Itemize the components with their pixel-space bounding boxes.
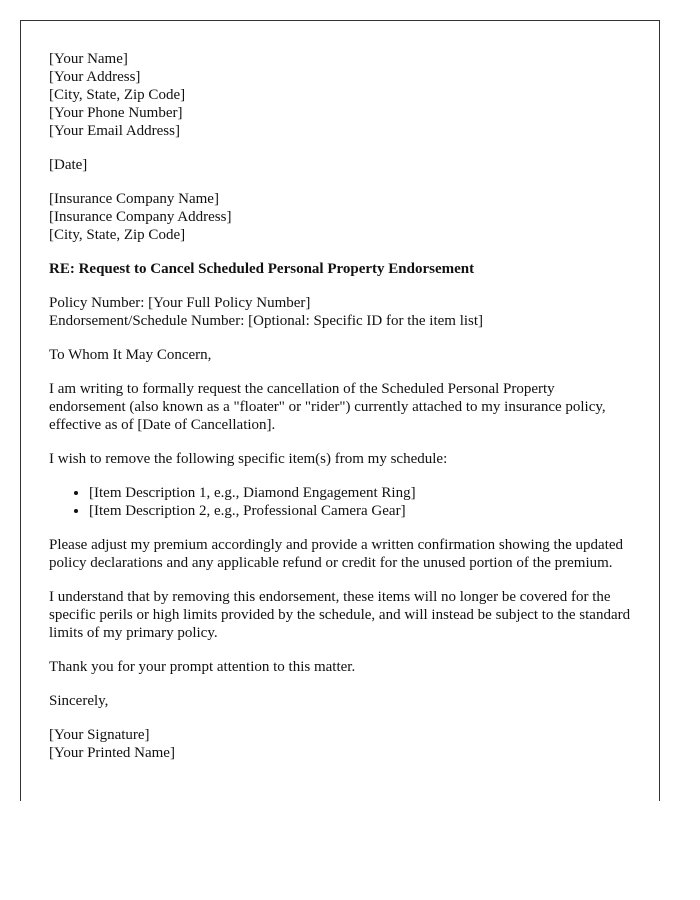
recipient-name: [Insurance Company Name] [49, 191, 219, 207]
body-paragraph: I am writing to formally request the cancellation of the Scheduled Personal Property endorsement (also known as a "floater" or "rider") currently attached to my insurance policy, effective as of [Date of Cancellation]. [49, 381, 606, 433]
list-item: • [Item Description 2, e.g., Professional Camera Gear] [89, 502, 631, 520]
recipient-city: [City, State, Zip Code] [49, 227, 186, 243]
reference-block [49, 294, 631, 330]
closing: Sincerely, [49, 693, 109, 709]
recipient-address: [Insurance Company Address] [49, 209, 232, 225]
body-paragraph: Please adjust my premium accordingly and provide a written confirmation showing the updated policy declarations and any applicable refund or credit for the unused portion of the premium. [49, 537, 624, 571]
item-list [49, 484, 631, 520]
sender-email: [Your Email Address] [49, 123, 180, 139]
endorsement-number: Endorsement/Schedule Number: [Optional: Specific ID for the item list] [49, 313, 484, 329]
salutation: To Whom It May Concern, [49, 347, 212, 363]
policy-number: Policy Number: [Your Full Policy Number] [49, 295, 311, 311]
recipient-block [49, 190, 631, 244]
sender-phone: [Your Phone Number] [49, 105, 183, 121]
body-paragraph: Thank you for your prompt attention to this matter. [49, 659, 356, 675]
body-paragraph: I understand that by removing this endorsement, these items will no longer be covered for the specific perils or high limits provided by the schedule, and will instead be subject to the standard limits of my primary policy. [49, 589, 631, 641]
signature: [Your Signature] [49, 727, 150, 743]
date: [Date] [49, 157, 88, 173]
sender-name: [Your Name] [49, 51, 128, 67]
sender-address: [Your Address] [49, 69, 141, 85]
letter-page [20, 20, 660, 801]
printed-name: [Your Printed Name] [49, 745, 175, 761]
signature-block [49, 726, 631, 762]
sender-block [49, 50, 631, 140]
subject-line: RE: Request to Cancel Scheduled Personal Property Endorsement [49, 261, 475, 277]
sender-city: [City, State, Zip Code] [49, 87, 186, 103]
body-paragraph: I wish to remove the following specific item(s) from my schedule: [49, 451, 448, 467]
list-item: • [Item Description 1, e.g., Diamond Engagement Ring] [89, 484, 631, 502]
